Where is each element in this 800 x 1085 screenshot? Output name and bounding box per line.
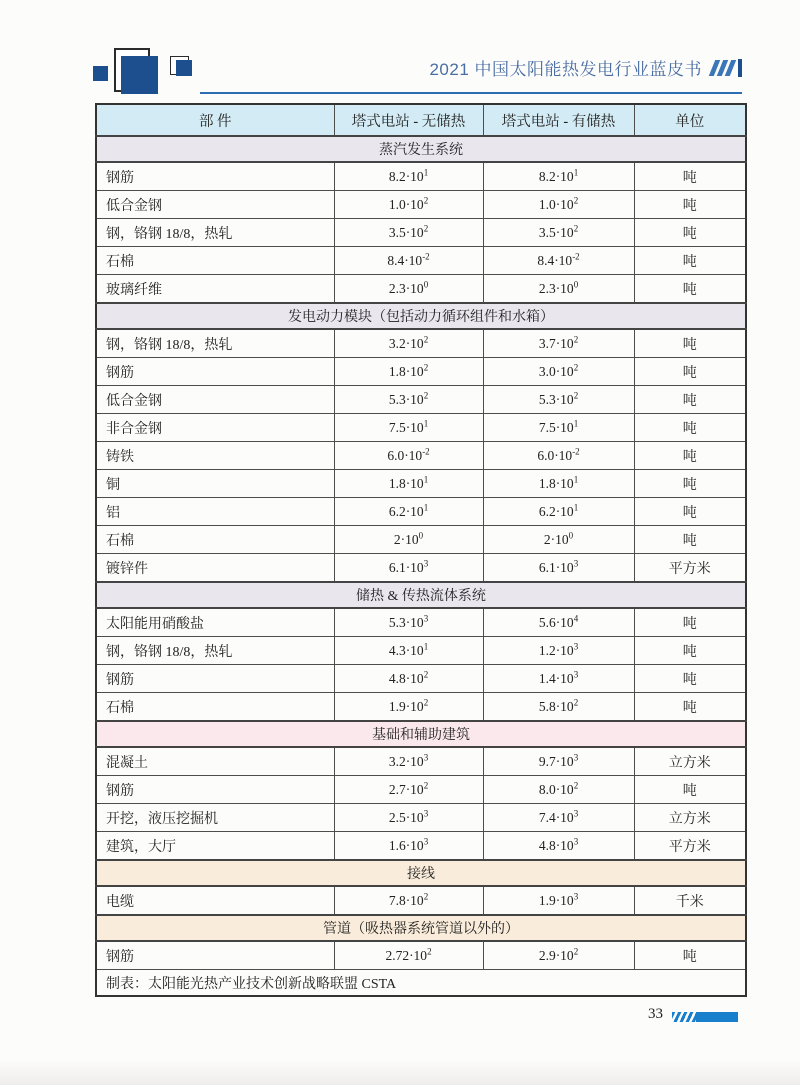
with-storage-value-cell: $5.6\cdot 10^4$ [483, 608, 634, 637]
no-storage-value-cell: $2.7\cdot 10^2$ [334, 776, 483, 804]
component-cell: 玻璃纤维 [96, 275, 334, 304]
with-storage-value-cell: $8.2\cdot 10^1$ [483, 162, 634, 191]
page-footer [0, 1004, 800, 1034]
component-cell: 电缆 [96, 886, 334, 915]
table-row [96, 608, 746, 637]
component-cell: 开挖，液压挖掘机 [96, 804, 334, 832]
no-storage-value-cell: $1.9\cdot 10^2$ [334, 693, 483, 722]
component-cell: 铜 [96, 470, 334, 498]
material-cost-table [95, 103, 747, 997]
table-row [96, 526, 746, 554]
table-row [96, 804, 746, 832]
table-row [96, 358, 746, 386]
with-storage-value-cell: $7.5\cdot 10^1$ [483, 414, 634, 442]
no-storage-value-cell: $1.8\cdot 10^1$ [334, 470, 483, 498]
table-row [96, 637, 746, 665]
report-logo-icon [90, 45, 200, 100]
unit-cell: 吨 [634, 191, 746, 219]
no-storage-value-cell: $5.3\cdot 10^2$ [334, 386, 483, 414]
unit-cell: 平方米 [634, 554, 746, 583]
component-cell: 石棉 [96, 247, 334, 275]
logo-square-navy-big [121, 56, 158, 94]
table-footer-row [96, 970, 746, 997]
section-title: 接线 [96, 860, 746, 886]
table-header-row [96, 104, 746, 136]
component-cell: 混凝土 [96, 747, 334, 776]
unit-cell: 吨 [634, 358, 746, 386]
component-cell: 石棉 [96, 526, 334, 554]
no-storage-value-cell: $2.5\cdot 10^3$ [334, 804, 483, 832]
footer-bar-stripes [672, 1012, 696, 1022]
table-row [96, 832, 746, 861]
with-storage-value-cell: $6.1\cdot 10^3$ [483, 554, 634, 583]
component-cell: 太阳能用硝酸盐 [96, 608, 334, 637]
no-storage-value-cell: $7.5\cdot 10^1$ [334, 414, 483, 442]
with-storage-value-cell: $5.3\cdot 10^2$ [483, 386, 634, 414]
section-row [96, 582, 746, 608]
section-title: 蒸汽发生系统 [96, 136, 746, 162]
component-cell: 铸铁 [96, 442, 334, 470]
with-storage-value-cell: $6.0\cdot 10^{-2}$ [483, 442, 634, 470]
component-cell: 钢筋 [96, 162, 334, 191]
unit-cell: 吨 [634, 665, 746, 693]
unit-cell: 吨 [634, 526, 746, 554]
table-row [96, 442, 746, 470]
no-storage-value-cell: $6.0\cdot 10^{-2}$ [334, 442, 483, 470]
no-storage-value-cell: $2\cdot 10^0$ [334, 526, 483, 554]
unit-cell: 吨 [634, 162, 746, 191]
unit-cell: 吨 [634, 608, 746, 637]
table-row [96, 941, 746, 970]
with-storage-value-cell: $7.4\cdot 10^3$ [483, 804, 634, 832]
unit-cell: 立方米 [634, 804, 746, 832]
no-storage-value-cell: $2.72\cdot 10^2$ [334, 941, 483, 970]
unit-cell: 吨 [634, 693, 746, 722]
section-row [96, 136, 746, 162]
with-storage-value-cell: $1.4\cdot 10^3$ [483, 665, 634, 693]
table-row [96, 191, 746, 219]
table-row [96, 329, 746, 358]
component-cell: 建筑，大厅 [96, 832, 334, 861]
no-storage-value-cell: $3.2\cdot 10^3$ [334, 747, 483, 776]
section-title: 管道（吸热器系统管道以外的） [96, 915, 746, 941]
component-cell: 镀锌件 [96, 554, 334, 583]
component-cell: 钢，铬钢 18/8，热轧 [96, 637, 334, 665]
component-cell: 石棉 [96, 693, 334, 722]
table-footer-note: 制表：太阳能光热产业技术创新战略联盟 CSTA [96, 970, 746, 997]
section-row [96, 303, 746, 329]
page-header [0, 0, 800, 105]
table-row [96, 498, 746, 526]
page-number: 33 [648, 1006, 663, 1022]
no-storage-value-cell: $1.6\cdot 10^3$ [334, 832, 483, 861]
table-row [96, 219, 746, 247]
component-cell: 钢筋 [96, 665, 334, 693]
unit-cell: 吨 [634, 414, 746, 442]
component-cell: 低合金钢 [96, 386, 334, 414]
table-row [96, 554, 746, 583]
unit-cell: 吨 [634, 386, 746, 414]
with-storage-value-cell: $3.7\cdot 10^2$ [483, 329, 634, 358]
page-bottom-shadow [0, 1059, 800, 1085]
table-row [96, 776, 746, 804]
with-storage-value-cell: $1.8\cdot 10^1$ [483, 470, 634, 498]
with-storage-value-cell: $2.9\cdot 10^2$ [483, 941, 634, 970]
table-row [96, 470, 746, 498]
unit-cell: 吨 [634, 941, 746, 970]
component-cell: 钢筋 [96, 776, 334, 804]
component-cell: 低合金钢 [96, 191, 334, 219]
component-cell: 钢筋 [96, 358, 334, 386]
component-cell: 钢筋 [96, 941, 334, 970]
section-title: 发电动力模块（包括动力循环组件和水箱） [96, 303, 746, 329]
no-storage-value-cell: $7.8\cdot 10^2$ [334, 886, 483, 915]
section-row [96, 721, 746, 747]
col-header-component: 部 件 [96, 104, 334, 136]
no-storage-value-cell: $3.5\cdot 10^2$ [334, 219, 483, 247]
col-header-with-storage: 塔式电站 - 有储热 [483, 104, 634, 136]
col-header-unit: 单位 [634, 104, 746, 136]
unit-cell: 吨 [634, 275, 746, 304]
table-row [96, 886, 746, 915]
no-storage-value-cell: $2.3\cdot 10^0$ [334, 275, 483, 304]
with-storage-value-cell: $5.8\cdot 10^2$ [483, 693, 634, 722]
with-storage-value-cell: $9.7\cdot 10^3$ [483, 747, 634, 776]
unit-cell: 吨 [634, 637, 746, 665]
no-storage-value-cell: $8.4\cdot 10^{-2}$ [334, 247, 483, 275]
with-storage-value-cell: $2.3\cdot 10^0$ [483, 275, 634, 304]
with-storage-value-cell: $1.0\cdot 10^2$ [483, 191, 634, 219]
unit-cell: 千米 [634, 886, 746, 915]
section-title: 储热 & 传热流体系统 [96, 582, 746, 608]
table-row [96, 747, 746, 776]
no-storage-value-cell: $6.1\cdot 10^3$ [334, 554, 483, 583]
table-body [96, 136, 746, 996]
table-row [96, 693, 746, 722]
with-storage-value-cell: $1.9\cdot 10^3$ [483, 886, 634, 915]
with-storage-value-cell: $1.2\cdot 10^3$ [483, 637, 634, 665]
table-row [96, 247, 746, 275]
section-title: 基础和辅助建筑 [96, 721, 746, 747]
component-cell: 钢，铬钢 18/8，热轧 [96, 219, 334, 247]
table-row [96, 665, 746, 693]
no-storage-value-cell: $4.3\cdot 10^1$ [334, 637, 483, 665]
with-storage-value-cell: $3.5\cdot 10^2$ [483, 219, 634, 247]
header-slashes-icon [712, 59, 742, 77]
table-row [96, 386, 746, 414]
footer-bar-icon [672, 1012, 738, 1022]
component-cell: 非合金钢 [96, 414, 334, 442]
unit-cell: 吨 [634, 470, 746, 498]
table-row [96, 275, 746, 304]
with-storage-value-cell: $2\cdot 10^0$ [483, 526, 634, 554]
table-row [96, 162, 746, 191]
with-storage-value-cell: $8.0\cdot 10^2$ [483, 776, 634, 804]
component-cell: 铝 [96, 498, 334, 526]
section-row [96, 860, 746, 886]
unit-cell: 立方米 [634, 747, 746, 776]
col-header-no-storage: 塔式电站 - 无储热 [334, 104, 483, 136]
section-row [96, 915, 746, 941]
no-storage-value-cell: $8.2\cdot 10^1$ [334, 162, 483, 191]
unit-cell: 吨 [634, 442, 746, 470]
with-storage-value-cell: $4.8\cdot 10^3$ [483, 832, 634, 861]
no-storage-value-cell: $4.8\cdot 10^2$ [334, 665, 483, 693]
no-storage-value-cell: $3.2\cdot 10^2$ [334, 329, 483, 358]
no-storage-value-cell: $1.0\cdot 10^2$ [334, 191, 483, 219]
logo-square-navy-small [176, 60, 192, 76]
component-cell: 钢，铬钢 18/8，热轧 [96, 329, 334, 358]
unit-cell: 吨 [634, 247, 746, 275]
with-storage-value-cell: $3.0\cdot 10^2$ [483, 358, 634, 386]
report-title: 2021 中国太阳能热发电行业蓝皮书 [429, 60, 702, 79]
with-storage-value-cell: $6.2\cdot 10^1$ [483, 498, 634, 526]
unit-cell: 吨 [634, 498, 746, 526]
unit-cell: 吨 [634, 329, 746, 358]
with-storage-value-cell: $8.4\cdot 10^{-2}$ [483, 247, 634, 275]
no-storage-value-cell: $5.3\cdot 10^3$ [334, 608, 483, 637]
unit-cell: 吨 [634, 219, 746, 247]
unit-cell: 平方米 [634, 832, 746, 861]
header-rule [200, 92, 742, 94]
no-storage-value-cell: $1.8\cdot 10^2$ [334, 358, 483, 386]
table-row [96, 414, 746, 442]
no-storage-value-cell: $6.2\cdot 10^1$ [334, 498, 483, 526]
unit-cell: 吨 [634, 776, 746, 804]
logo-square-small-left [93, 66, 108, 81]
